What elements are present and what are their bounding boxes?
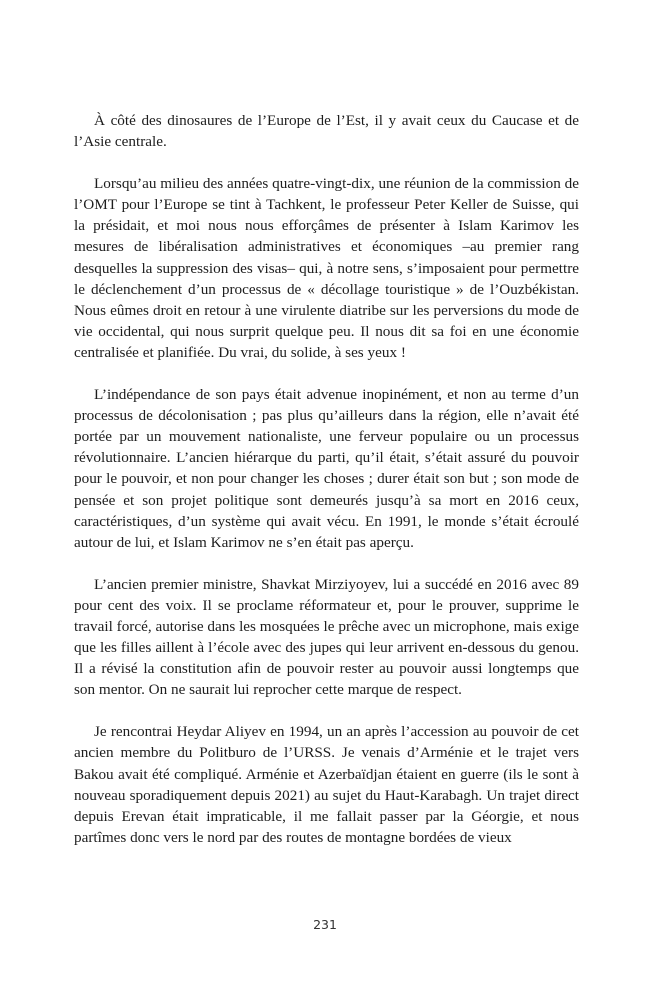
paragraph-2: Lorsqu’au milieu des années quatre-vingt-dix, une réunion de la commission de l’OMT pour l’Europe se tint à Tachkent, le professeur Peter Keller de Suisse, qui la présidait, et moi nous nous efforçâmes de présenter à Islam Karimov les mesures de libéralisation administratives et économiques –au premier rang desquelles la suppression des visas– qui, à notre sens, s’imposaient pour permettre le déclenchement d’un processus de « décollage touristique » de l’Ouzbékistan. Nous eûmes droit en retour à une virulente diatribe sur les perversions du mode de vie occidental, qui nous surprit quelque peu. Il nous dit sa foi en une économie centralisée et planifiée. Du vrai, du solide, à ses yeux ! — [74, 175, 579, 361]
paragraph-3: L’indépendance de son pays était advenue inopinément, et non au terme d’un processus de décolonisation ; pas plus qu’ailleurs dans la région, elle n’avait été portée par un mouvement nationaliste, une ferveur populaire ou un processus révolutionnaire. L’ancien hiérarque du parti, qu’il était, s’était assuré du pouvoir pour le pouvoir, et non pour changer les choses ; durer était son but ; son mode de pensée et son projet politique sont demeurés jusqu’à sa mort en 2016 ceux, caractéristiques, d’un système qui avait vécu. En 1991, le monde s’était écroulé autour de lui, et Islam Karimov ne s’en était pas aperçu. — [74, 386, 579, 551]
paragraph-5: Je rencontrai Heydar Aliyev en 1994, un an après l’accession au pouvoir de cet ancien membre du Politburo de l’URSS. Je venais d’Arménie et le trajet vers Bakou avait été compliqué. Arménie et Azerbaïdjan étaient en guerre (ils le sont à nouveau sporadiquement depuis 2021) au sujet du Haut-Karabagh. Un trajet direct depuis Erevan était impraticable, il me fallait passer par la Géorgie, et nous partîmes donc vers le nord par des routes de montagne bordées de vieux — [74, 723, 579, 846]
paragraph-1: À côté des dinosaures de l’Europe de l’Est, il y avait ceux du Caucase et de l’Asie centrale. — [74, 112, 579, 151]
page-number: 231 — [313, 917, 337, 932]
paragraph-4: L’ancien premier ministre, Shavkat Mirziyoyev, lui a succédé en 2016 avec 89 pour cent des voix. Il se proclame réformateur et, pour le prouver, supprime le travail forcé, autorise dans les mosquées le prêche avec un microphone, mais exige que les filles aillent à l’école avec des jupes qui leur arrivent en-dessous du genou. Il a révisé la constitution afin de pouvoir rester au pouvoir aussi longtemps que son mentor. On ne saurait lui reprocher cette marque de respect. — [74, 575, 579, 699]
page-body — [74, 110, 579, 848]
